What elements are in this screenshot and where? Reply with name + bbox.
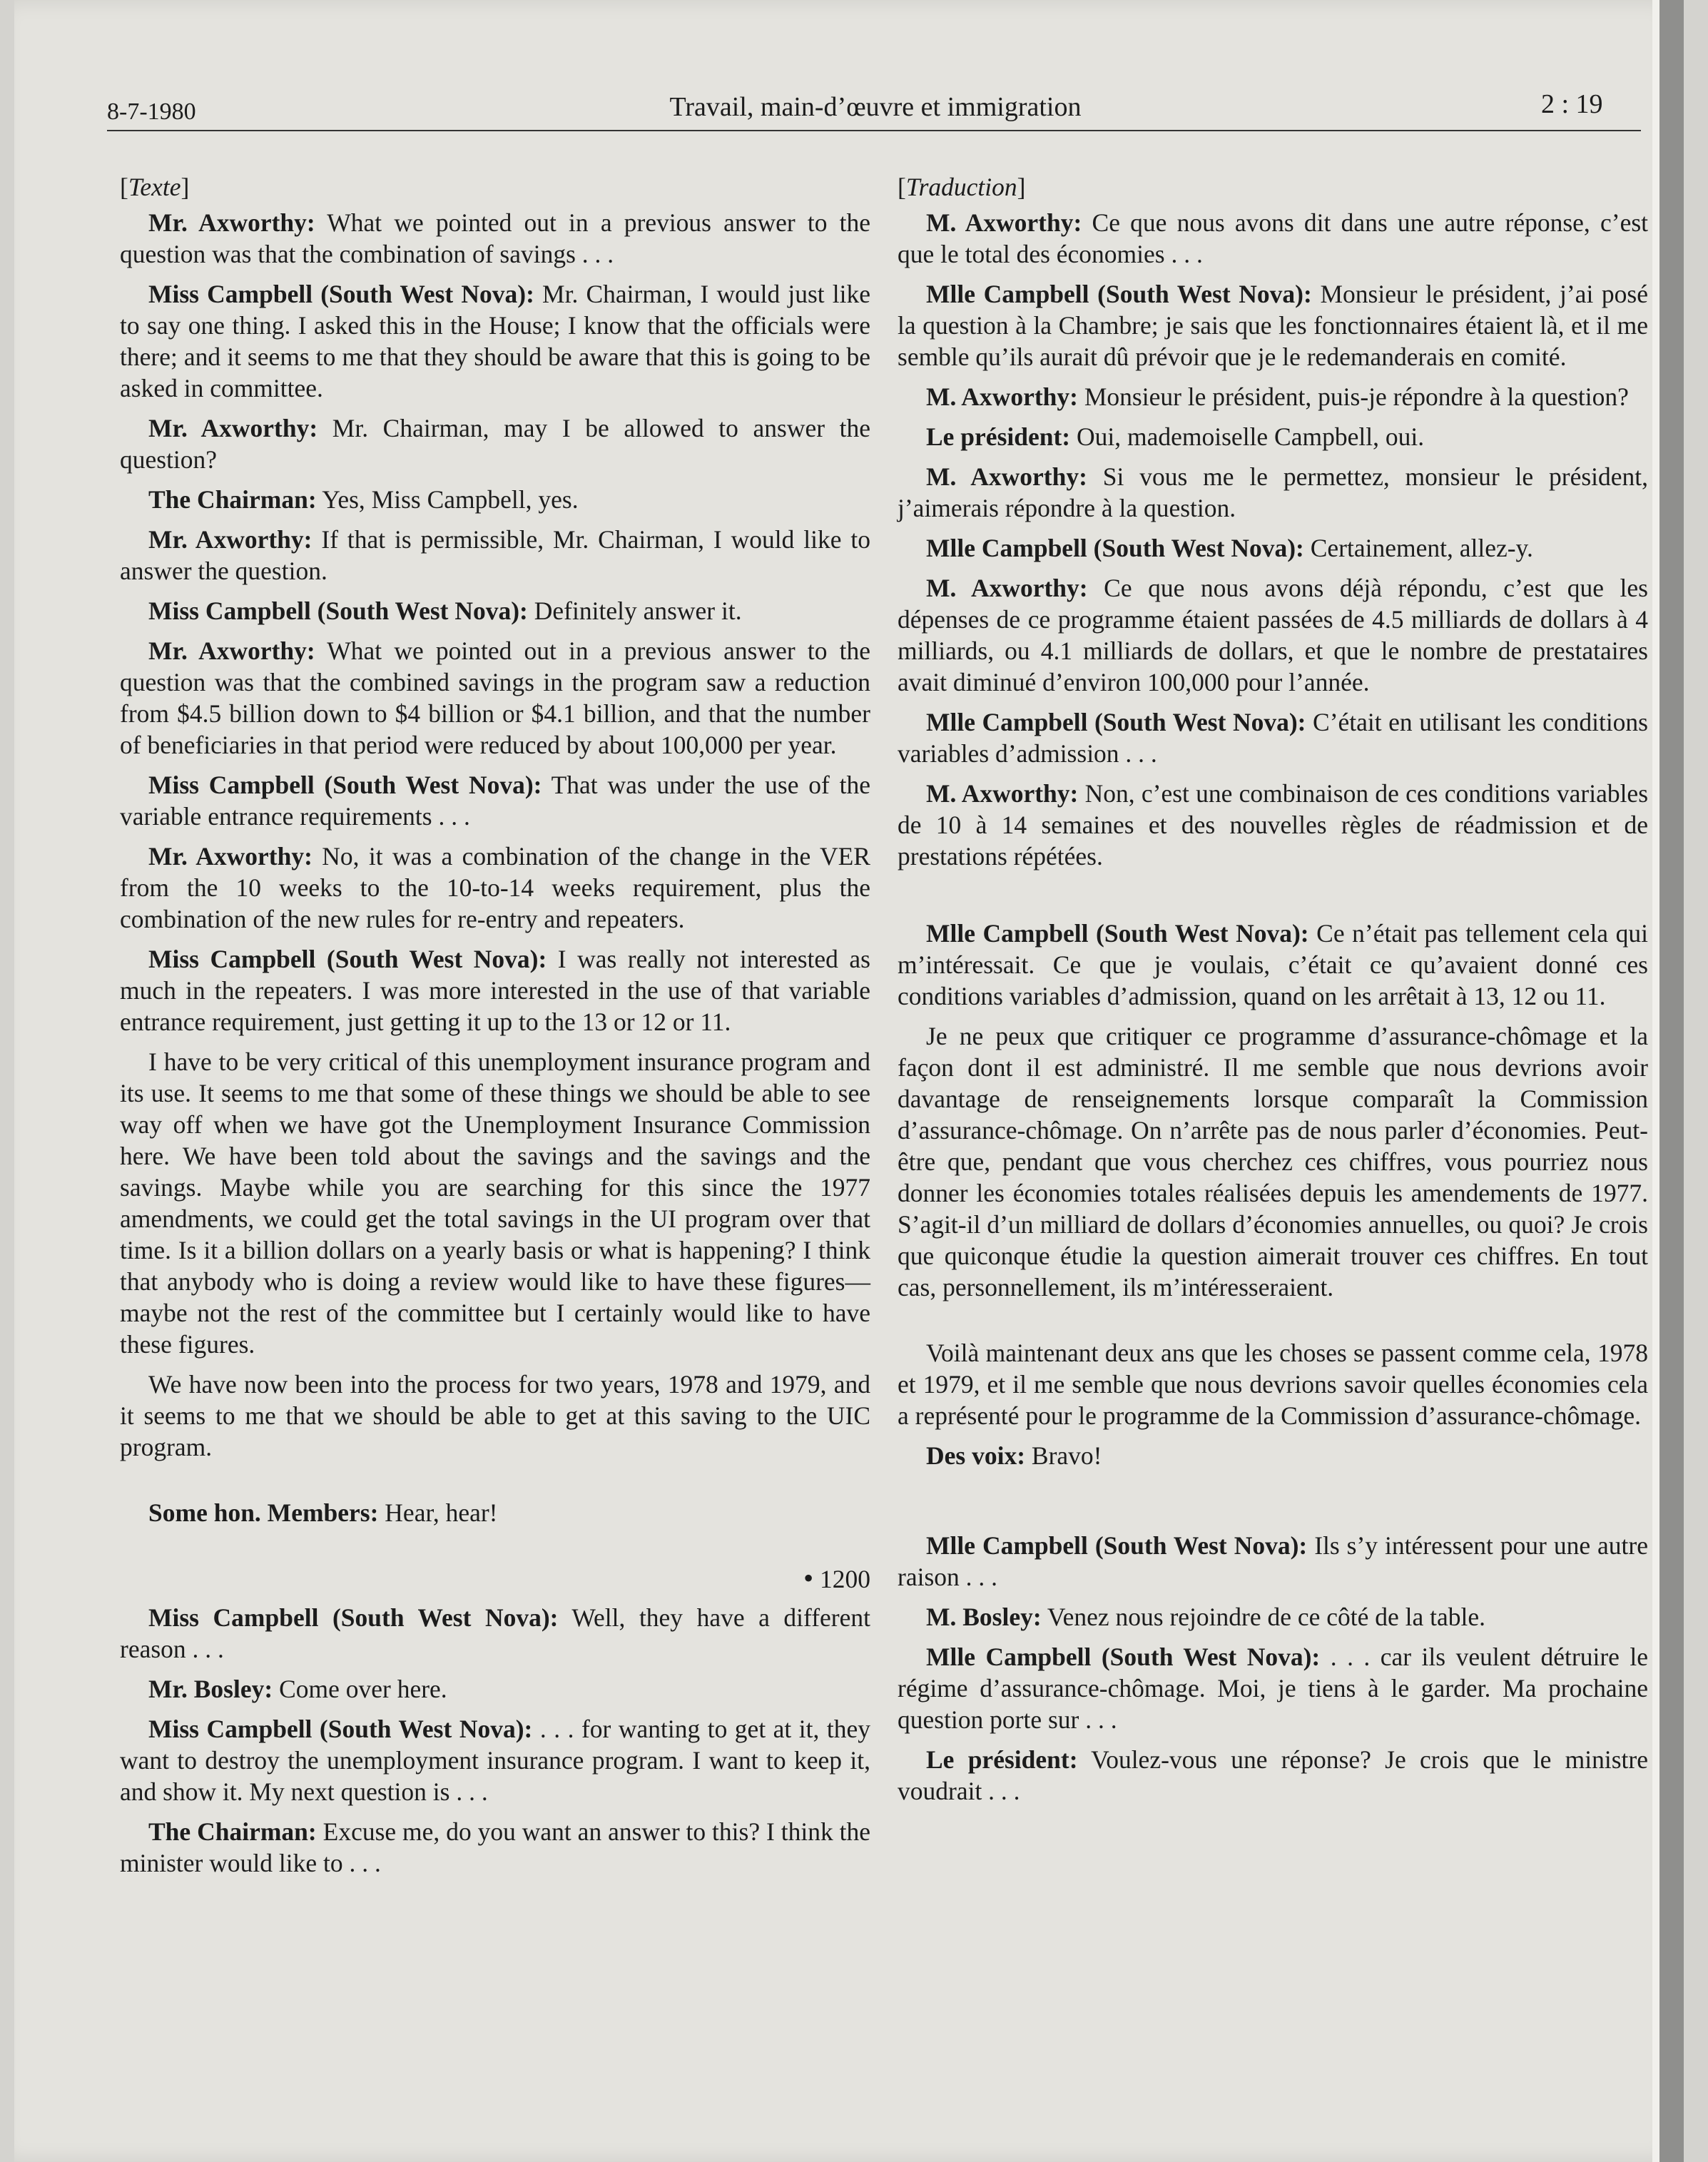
header-rule — [107, 130, 1641, 131]
paragraph — [120, 1673, 870, 1705]
speaker: M. Axworthy: — [926, 779, 1079, 808]
paragraph — [120, 1046, 870, 1360]
speech: Bravo! — [1025, 1441, 1102, 1470]
speech: No, it was a combination of the change in the VER from the 10 weeks to the 10-to-14 weeks requirement, plus the combination of the new rules for re-entry and repeaters. — [120, 842, 870, 933]
speaker: Miss Campbell (South West Nova): — [148, 280, 534, 308]
speaker: Mlle Campbell (South West Nova): — [926, 1643, 1321, 1671]
paragraph — [898, 1440, 1648, 1471]
paragraph — [120, 1713, 870, 1807]
speaker: Mr. Axworthy: — [148, 636, 315, 665]
speaker: Mlle Campbell (South West Nova): — [926, 534, 1304, 562]
paragraph — [898, 1337, 1648, 1431]
paragraph — [898, 1601, 1648, 1633]
spacer — [120, 1537, 870, 1563]
speaker: The Chairman: — [148, 485, 317, 514]
speech: Ce n’était pas tellement cela qui m’intéressait. Ce que je voulais, c’était ce qu’avaient donné ces conditions variables d’admission, quand on les arrêtait à 13, 12 ou 11. — [898, 919, 1648, 1010]
speaker: Some hon. Members: — [148, 1498, 379, 1527]
paragraph — [898, 1641, 1648, 1735]
page-edge-shadow — [1659, 0, 1684, 2162]
speaker: M. Bosley: — [926, 1603, 1042, 1631]
speech: I have to be very critical of this unemployment insurance program and its use. It seems to me that some of these things we should be able to see way off when we have got the Unemployment Insurance Commission here. We have been told about the savings and the savings and the savings. Maybe while you are searching for this since the 1977 amendments, we could get the total savings in the UI program over that time. Is it a billion dollars on a yearly basis or what is happening? I think that anybody who is doing a review would like to have these figures—maybe not the rest of the committee but I certainly would like to have these figures. — [120, 1047, 870, 1359]
page-edge-highlight — [1652, 0, 1659, 2162]
paragraph — [120, 1369, 870, 1463]
speaker: M. Axworthy: — [926, 208, 1082, 237]
speaker: Mlle Campbell (South West Nova): — [926, 280, 1312, 308]
speaker: Mr. Bosley: — [148, 1675, 273, 1703]
spacer — [120, 1471, 870, 1497]
header-page-number: 2 : 19 — [1541, 89, 1603, 119]
speaker: Mr. Axworthy: — [148, 208, 315, 237]
header-title: Travail, main-d’œuvre et immigration — [669, 92, 1082, 122]
spacer — [898, 880, 1648, 918]
speech: Ce que nous avons déjà répondu, c’est que les dépenses de ce programme étaient passées de 4.5 milliards de dollars à 4 milliards, ou 4.1 milliards de dollars, et que le nombre de prestataires avait diminué d’environ 100,000 pour l’année. — [898, 574, 1648, 696]
paragraph — [120, 943, 870, 1037]
paragraph — [120, 207, 870, 270]
speaker: Miss Campbell (South West Nova): — [148, 771, 542, 799]
speech: Ils s’y intéressent pour une autre raison . . . — [898, 1531, 1648, 1591]
paragraph — [898, 778, 1648, 872]
french-column — [898, 171, 1648, 1815]
paragraph — [898, 207, 1648, 270]
speech: Definitely answer it. — [527, 597, 742, 625]
speech: Yes, Miss Campbell, yes. — [316, 485, 579, 514]
speaker: Miss Campbell (South West Nova): — [148, 597, 528, 625]
paragraph — [898, 461, 1648, 524]
language-tag-english: [Texte] — [120, 173, 190, 201]
paragraph — [120, 412, 870, 475]
speech: If that is permissible, Mr. Chairman, I would like to answer the question. — [120, 525, 871, 585]
speech: Non, c’est une combinaison de ces conditions variables de 10 à 14 semaines et des nouvelles règles de réadmission et de prestations répétées. — [898, 779, 1649, 871]
speech: Hear, hear! — [378, 1498, 498, 1527]
speech: Voulez-vous une réponse? Je crois que le ministre voudrait . . . — [898, 1745, 1648, 1805]
time-marker — [120, 1563, 870, 1595]
speech: . . . car ils veulent détruire le régime d’assurance-chômage. Moi, je tiens à le garder. Ma prochaine question porte sur . . . — [898, 1643, 1648, 1734]
paragraph — [120, 1816, 870, 1879]
speech: Si vous me le permettez, monsieur le président, j’aimerais répondre à la question. — [898, 462, 1649, 522]
speech: . . . for wanting to get at it, they want to destroy the unemployment insurance program. I want to keep it, and show it. My next question is . . . — [120, 1715, 870, 1806]
speech: Mr. Chairman, may I be allowed to answer the question? — [120, 414, 871, 474]
paragraph — [898, 1020, 1648, 1303]
paragraph — [120, 1602, 870, 1665]
paragraph — [898, 381, 1648, 412]
speech: Venez nous rejoindre de ce côté de la table. — [1041, 1603, 1485, 1631]
english-column — [120, 171, 870, 1887]
speech: Je ne peux que critiquer ce programme d’assurance-chômage et la façon dont il est administré. Il me semble que nous devrions avoir davantage de renseignements lorsque comparaît la Commission d’assurance-chômage. On n’arrête pas de nous parler d’économies. Peut-être que, pendant que vous cherchez ces chiffres, vous pourriez nous donner les économies totales réalisées depuis les amendements de 1977. S’agit-il d’un milliard de dollars d’économies annuelles, ou quoi? Je crois que quiconque étudie la question aimerait trouver ces chiffres. En tout cas, personnellement, ils m’intéresseraient. — [898, 1022, 1648, 1301]
speech: What we pointed out in a previous answer to the question was that the combined savings in the program saw a reduction from $4.5 billion down to $4 billion or $4.1 billion, and that the number of beneficiaries in that period were reduced by about 100,000 per year. — [120, 636, 871, 759]
speaker: M. Axworthy: — [926, 382, 1078, 411]
speaker: Mlle Campbell (South West Nova): — [926, 919, 1309, 948]
paragraph — [120, 1497, 870, 1528]
speech: I was really not interested as much in the repeaters. I was more interested in the use of that variable entrance requirement, just getting it up to the 13 or 12 or 11. — [120, 945, 870, 1036]
paragraph — [120, 484, 870, 515]
paragraph — [898, 572, 1648, 698]
speaker: Mlle Campbell (South West Nova): — [926, 708, 1306, 736]
speech: Come over here. — [273, 1675, 447, 1703]
paragraph — [898, 278, 1648, 372]
speech: Certainement, allez-y. — [1303, 534, 1533, 562]
paragraph — [120, 635, 870, 761]
speech: C’était en utilisant les conditions variables d’admission . . . — [898, 708, 1648, 768]
paragraph — [120, 524, 870, 587]
speaker: Le président: — [926, 422, 1071, 451]
bullet-icon: • — [803, 1562, 814, 1594]
paragraph — [120, 769, 870, 832]
paragraph — [120, 595, 870, 626]
speaker: Miss Campbell (South West Nova): — [148, 1715, 533, 1743]
speech: Voilà maintenant deux ans que les choses se passent comme cela, 1978 et 1979, et il me semble que nous devrions savoir quelles économies cela a représenté pour le programme de la Commission d’assurance-chômage. — [898, 1339, 1648, 1430]
paragraph — [120, 841, 870, 935]
speech: Monsieur le président, j’ai posé la question à la Chambre; je sais que les fonctionnaires étaient là, et il me semble qu’ils aurait dû prévoir que je le redemanderais en comité. — [898, 280, 1648, 371]
speaker: Miss Campbell (South West Nova): — [148, 945, 547, 973]
speaker: Mlle Campbell (South West Nova): — [926, 1531, 1308, 1560]
paragraph — [898, 918, 1648, 1012]
speech: Monsieur le président, puis-je répondre à la question? — [1077, 382, 1629, 411]
header-date: 8-7-1980 — [107, 98, 196, 125]
paragraph — [898, 1744, 1648, 1807]
speaker: The Chairman: — [148, 1817, 317, 1846]
speech: That was under the use of the variable entrance requirements . . . — [120, 771, 870, 831]
speaker: M. Axworthy: — [926, 574, 1088, 602]
speaker: M. Axworthy: — [926, 462, 1087, 491]
paragraph — [898, 532, 1648, 564]
speaker: Mr. Axworthy: — [148, 525, 312, 554]
speaker: Le président: — [926, 1745, 1078, 1774]
spacer — [898, 1311, 1648, 1337]
speaker: Mr. Axworthy: — [148, 414, 318, 442]
time-marker-value: 1200 — [820, 1565, 870, 1593]
speech: Ce que nous avons dit dans une autre réponse, c’est que le total des économies . . . — [898, 208, 1649, 268]
speech: Well, they have a different reason . . . — [120, 1603, 870, 1663]
speaker: Des voix: — [926, 1441, 1026, 1470]
speech: Oui, mademoiselle Campbell, oui. — [1070, 422, 1425, 451]
speech: Mr. Chairman, I would just like to say one thing. I asked this in the House; I know that the officials were there; and it seems to me that they should be aware that this is going to be asked in committee. — [120, 280, 870, 402]
speaker: Mr. Axworthy: — [148, 842, 312, 871]
speaker: Miss Campbell (South West Nova): — [148, 1603, 559, 1632]
paragraph — [898, 706, 1648, 769]
speech: Excuse me, do you want an answer to this? I think the minister would like to . . . — [120, 1817, 870, 1877]
speech: What we pointed out in a previous answer to the question was that the combination of savings . . . — [120, 208, 871, 268]
paragraph — [120, 278, 870, 404]
paragraph — [898, 1530, 1648, 1593]
speech: We have now been into the process for two years, 1978 and 1979, and it seems to me that we should be able to get at this saving to the UIC program. — [120, 1370, 870, 1461]
spacer — [898, 1480, 1648, 1530]
paragraph — [898, 421, 1648, 452]
language-tag-french: [Traduction] — [898, 173, 1026, 201]
